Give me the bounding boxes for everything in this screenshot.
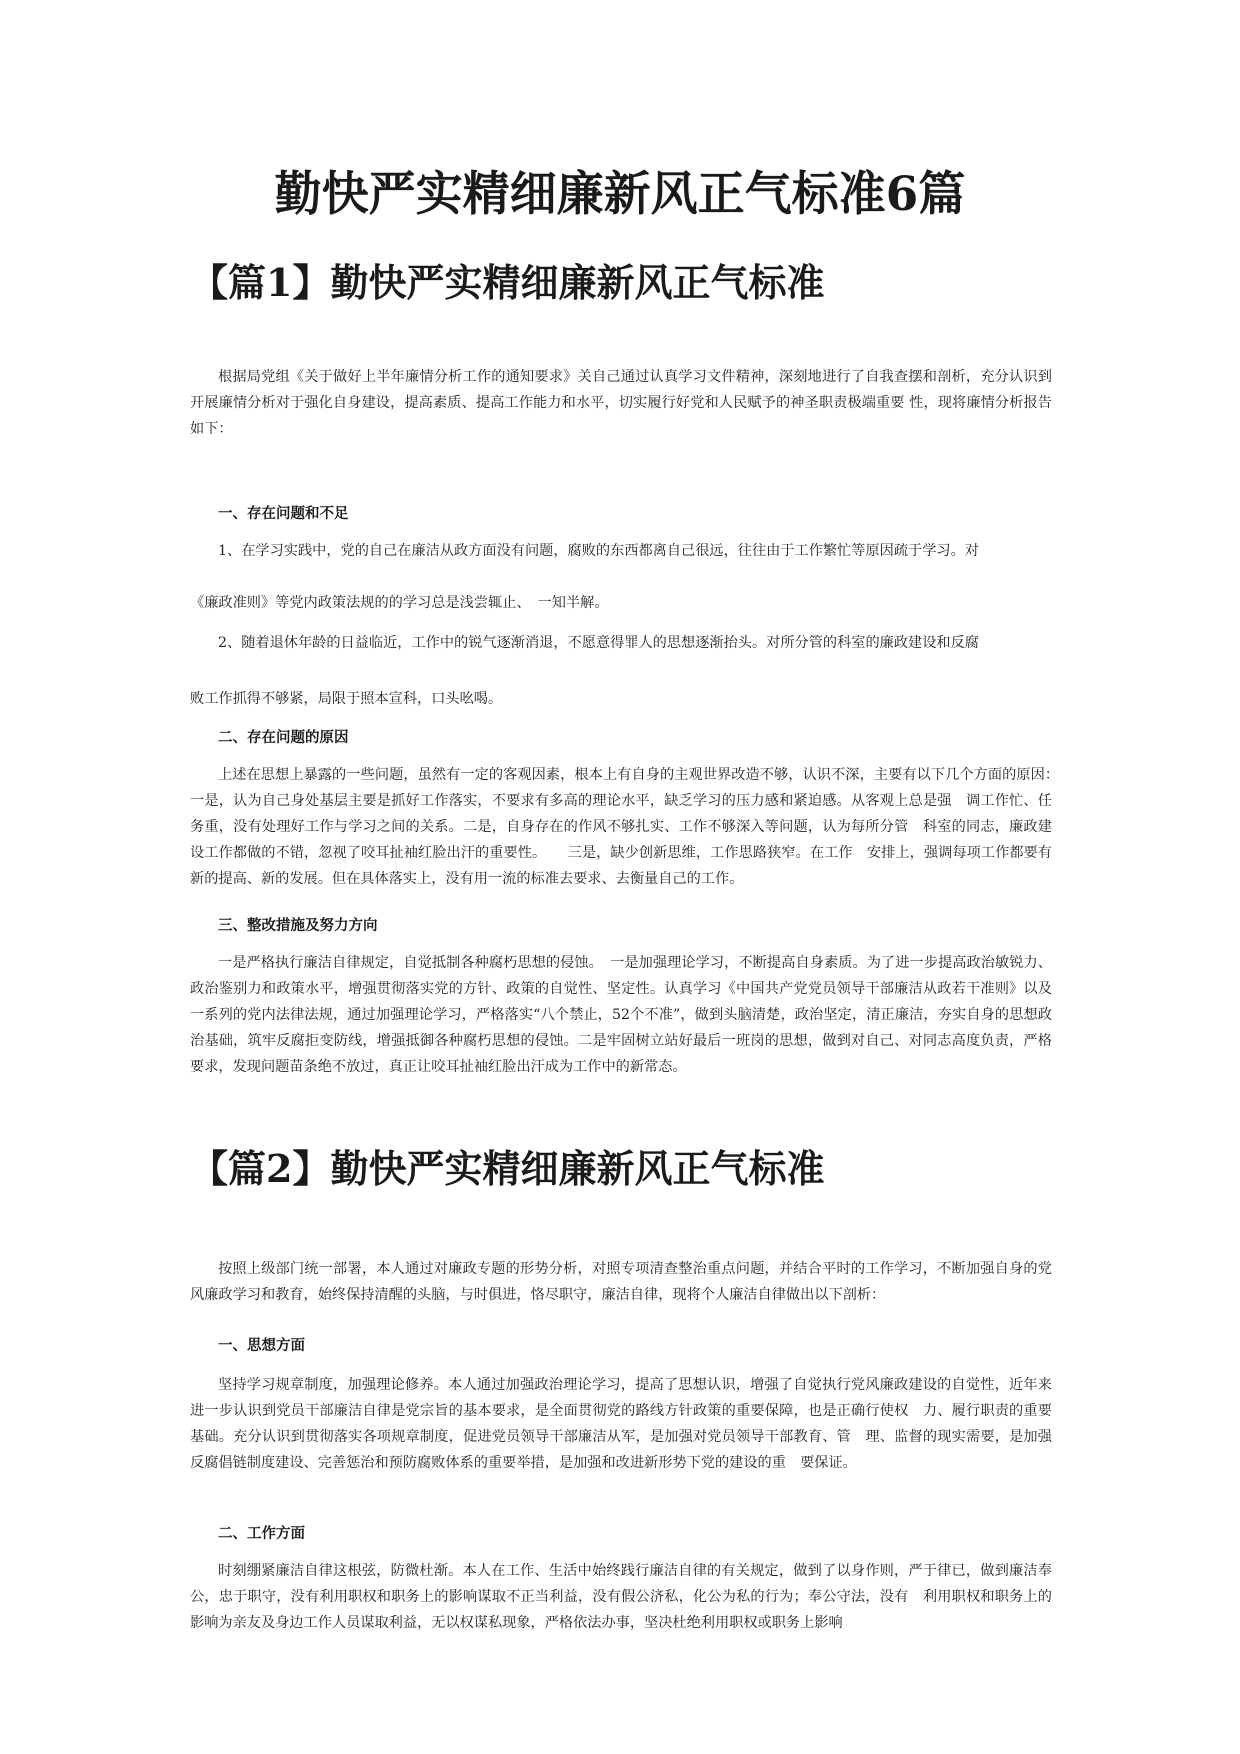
document-title: 勤快严实精细廉新风正气标准6篇 [274, 167, 966, 222]
article-1-section-1-paragraph-1-continued: 《廉政准则》等党内政策法规的的学习总是浅尝辄止、 一知半解。 [190, 595, 609, 611]
article-1-section-1-paragraph-2-continued: 败工作抓得不够紧，局限于照本宣科，口头吆喝。 [190, 691, 503, 707]
article-1-section-3-heading: 三、整改措施及努力方向 [218, 918, 378, 934]
article-1-section-1-paragraph-2: 2、随着退休年龄的日益临近，工作中的锐气逐渐消退，不愿意得罪人的思想逐渐抬头。对所分管的科室的廉政建设和反腐 [218, 635, 979, 651]
article-2-section-2-paragraph: 时刻绷紧廉洁自律这根弦，防微杜渐。本人在工作、生活中始终践行廉洁自律的有关规定，做到了以身作则，严于律已，做到廉洁奉公，忠于职守，没有利用职权和职务上的影响谋取不正当利益，没有假公济私，化公为私的行为；奉公守法，没有 利用职权和职务上的影响为亲友及身边工作人员谋取利益，无以权谋私现象，严格依法办事，坚决杜绝利用职权或职务上影响 [190, 1563, 1052, 1631]
article-2-heading: 【篇2】勤快严实精细廉新风正气标准 [190, 1146, 825, 1191]
article-1-section-1-heading: 一、存在问题和不足 [218, 506, 349, 522]
article-1-section-2-paragraph: 上述在思想上暴露的一些问题，虽然有一定的客观因素，根本上有自身的主观世界改造不够，认识不深，主要有以下几个方面的原因： 一是，认为自己身处基层主要是抓好工作落实，不要求有多高的理论水平，缺乏学习的压力感和紧迫感。从客观上总是强 调工作忙、任务重，没有处理好工作与学习之间的关系。二是，自身存在的作风不够扎实、工作不够深入等问题，认为每所分管 科室的同志，廉政建设工作都做的不错，忽视了咬耳扯袖红脸出汗的重要性。 三是，缺少创新思维，工作思路狭窄。在工作 安排上，强调每项工作都要有新的提高、新的发展。但在具体落实上，没有用一流的标准去要求、去衡量自己的工作。 [190, 767, 1067, 887]
article-1-section-2-heading: 二、存在问题的原因 [218, 730, 349, 746]
article-1-intro: 根据局党组《关于做好上半年廉情分析工作的通知要求》关自己通过认真学习文件精神，深刻地进行了自我查摆和剖析，充分认识到开展廉情分析对于强化自身建设，提高素质、提高工作能力和水平，切实履行好党和人民赋予的神圣职责极端重要 性，现将廉情分析报告如下： [190, 369, 1052, 437]
article-1-section-3-paragraph: 一是严格执行廉洁自律规定，自觉抵制各种腐朽思想的侵蚀。 一是加强理论学习，不断提高自身素质。为了进一步提高政治敏锐力、政治鉴别力和政策水平，增强贯彻落实党的方针、政策的自觉性、坚定性。认真学习《中国共产党党员领导干部廉洁从政若干准则》以及一系列的党内法律法规，通过加强理论学习，严格落实“八个禁止，52个不准”，做到头脑清楚，政治坚定，清正廉洁，夯实自身的思想政治基础，筑牢反腐拒变防线，增强抵御各种腐朽思想的侵蚀。二是牢固树立站好最后一班岗的思想，做到对自己、对同志高度负责，严格要求，发现问题苗条绝不放过，真正让咬耳扯袖红脸出汗成为工作中的新常态。 [190, 955, 1052, 1075]
article-2-section-2-heading: 二、工作方面 [218, 1526, 305, 1542]
article-2-intro: 按照上级部门统一部署，本人通过对廉政专题的形势分析，对照专项清查整治重点问题，并结合平时的工作学习，不断加强自身的党风廉政学习和教育，始终保持清醒的头脑，与时俱进，恪尽职守，廉洁自律，现将个人廉洁自律做出以下剖析： [190, 1261, 1052, 1303]
article-1-heading: 【篇1】勤快严实精细廉新风正气标准 [190, 260, 825, 305]
article-2-section-1-paragraph: 坚持学习规章制度，加强理论修养。本人通过加强政治理论学习，提高了思想认识，增强了自觉执行党风廉政建设的自觉性，近年来进一步认识到党员干部廉洁自律是党宗旨的基本要求，是全面贯彻党的路线方针政策的重要保障，也是正确行使权 力、履行职责的重要基础。充分认识到贯彻落实各项规章制度，促进党员领导干部廉洁从军，是加强对党员领导干部教育、管 理、监督的现实需要，是加强反腐倡链制度建设、完善惩治和预防腐败体系的重要举措，是加强和改进新形势下党的建设的重 要保证。 [190, 1377, 1052, 1471]
article-2-section-1-heading: 一、思想方面 [218, 1338, 305, 1354]
article-1-section-1-paragraph-1: 1、在学习实践中，党的自己在廉洁从政方面没有问题，腐败的东西都离自己很远，往往由于工作繁忙等原因疏于学习。对 [218, 543, 979, 559]
